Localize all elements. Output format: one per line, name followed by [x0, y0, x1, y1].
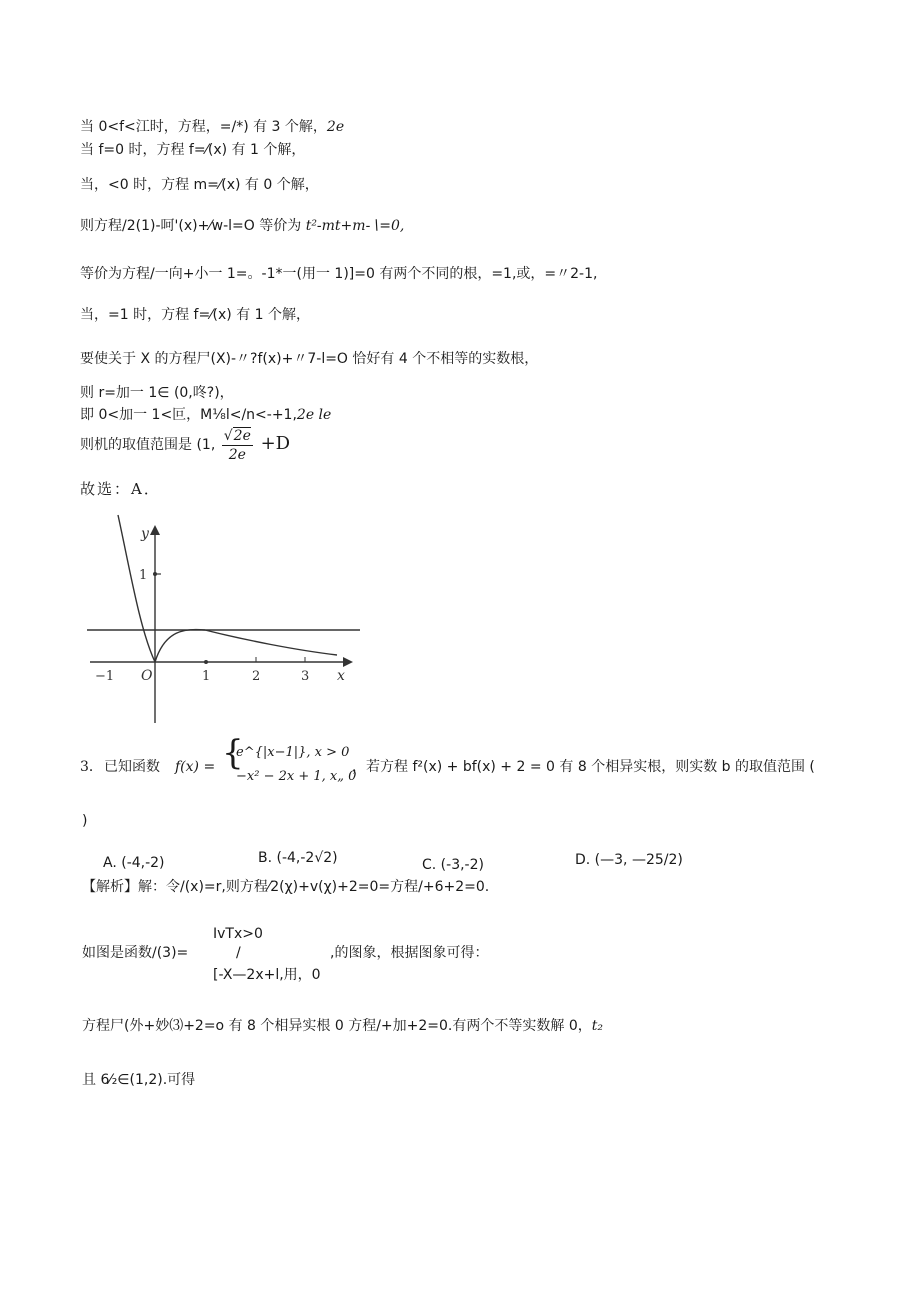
- y-tick-label: 1: [139, 568, 148, 583]
- analysis-case-1: IvTx>0: [213, 926, 263, 942]
- text-line: 则 r=加一 1∈ (0,咚?)，: [80, 385, 234, 401]
- piecewise-case-1: e^{|x−1|}, x > 0: [236, 745, 350, 760]
- option-d[interactable]: D. (—3, —25/2): [575, 852, 683, 868]
- text-line-tail: t²-mt+m-∖=0,: [305, 218, 405, 234]
- piecewise-brace: {: [222, 733, 244, 773]
- option-a[interactable]: A. (-4,-2): [103, 855, 165, 871]
- fraction-numerator: 2e: [233, 427, 251, 444]
- analysis-case-2: [-X—2x+l,用，0: [213, 967, 321, 983]
- x-tick-label: 1: [202, 669, 211, 684]
- analysis-line: 且 6⁄₂∈(1,2).可得: [82, 1072, 196, 1088]
- range-line: [80, 424, 290, 465]
- text-line: [80, 118, 344, 136]
- analysis-line: [82, 1017, 603, 1035]
- x-tick-label: −1: [95, 669, 115, 684]
- x-axis-arrow: [343, 657, 353, 667]
- text-line: [80, 406, 331, 424]
- text-line-body: 则方程/2(1)-呵'(x)+⁄w-l=O 等价为: [80, 218, 306, 234]
- function-name: f(x) =: [175, 759, 216, 775]
- text-line: 当，<0 时，方程 m=⁄(x) 有 0 个解，: [80, 177, 319, 193]
- text-line-tail: 2e: [326, 119, 345, 135]
- text-line-body: 即 0<加一 1<叵，M⅛l</n<-+1,: [80, 407, 297, 423]
- piecewise-case-2: −x² − 2x + 1, x„ 0: [236, 769, 357, 784]
- origin-label: O: [141, 668, 153, 684]
- x-tick-label: 2: [252, 669, 261, 684]
- analysis-function-suffix: ,的图象，根据图象可得：: [330, 945, 489, 961]
- option-b[interactable]: B. (-4,-2√2): [258, 850, 338, 866]
- text-line: 当 f=0 时，方程 f=⁄(x) 有 1 个解，: [80, 142, 306, 158]
- range-suffix: +D: [254, 433, 291, 454]
- x-axis-label: x: [337, 668, 345, 684]
- question-stem: 已知函数: [104, 759, 160, 775]
- sqrt-fraction: $\frac{√2e}{2e}$: [223, 427, 251, 463]
- range-prefix: 则机的取值范围是 (1,: [80, 437, 220, 453]
- answer-line: 故选：A．: [80, 480, 161, 498]
- analysis-function-prefix: 如图是函数/(3)=: [82, 945, 189, 961]
- question-3: [80, 733, 860, 792]
- piecewise-definition: [222, 733, 357, 792]
- x-tick-label: 3: [301, 669, 310, 684]
- text-line: 当，=1 时，方程 f=⁄(x) 有 1 个解，: [80, 307, 311, 323]
- text-line-tail: 2e le: [296, 407, 332, 423]
- function-curve: [118, 515, 337, 662]
- text-line: [80, 217, 404, 235]
- x-tick-dot: [204, 660, 208, 664]
- question-condition: ，若方程 f²(x) + bf(x) + 2 = 0 有 8 个相异实根，则实数 b 的取值范围 (: [352, 759, 815, 775]
- analysis-line: 【解析】解：令/(x)=r,则方程⁄2(χ)+v(χ)+2=0=方程/+6+2=0.: [82, 879, 490, 895]
- y-axis-arrow: [150, 525, 160, 535]
- function-graph: [85, 510, 365, 725]
- option-c[interactable]: C. (-3,-2): [422, 857, 484, 873]
- text-line-body: 当 0<f<江时，方程，=/*) 有 3 个解，: [80, 119, 327, 135]
- analysis-case-slash: /: [236, 945, 241, 961]
- text-line: 等价为方程/一向+小一 1=。-1*一(用一 1)]=0 有两个不同的根，=1,或，=〃2-1,: [80, 266, 598, 282]
- question-number: 3．: [80, 759, 103, 775]
- analysis-line-body: 方程尸(外+妙⑶+2=o 有 8 个相异实根 0 方程/+加+2=0.有两个不等实数解 0，: [82, 1018, 592, 1034]
- fraction-denominator: 2e: [228, 446, 246, 463]
- text-line: 要使关于 X 的方程尸(X)-〃?f(x)+〃7-l=O 恰好有 4 个不相等的实数根，: [80, 351, 539, 367]
- analysis-line-tail: t₂: [591, 1018, 603, 1034]
- question-close-paren: ): [82, 813, 88, 829]
- y-axis-label: y: [141, 526, 149, 542]
